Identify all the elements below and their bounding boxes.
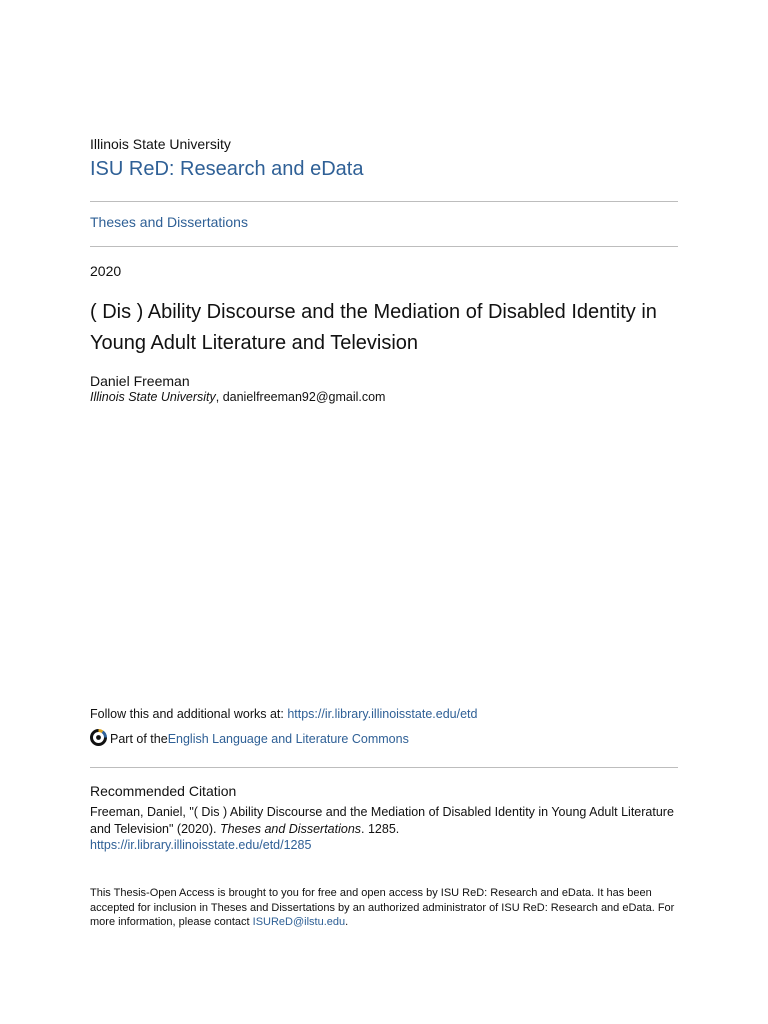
access-notice xyxy=(90,886,678,930)
commons-link[interactable]: English Language and Literature Commons xyxy=(167,731,409,746)
affiliation-separator: , xyxy=(215,390,223,404)
citation-number: . 1285. xyxy=(361,822,400,836)
collection-link[interactable]: Theses and Dissertations xyxy=(90,214,248,230)
citation-series: Theses and Dissertations xyxy=(219,822,362,836)
divider xyxy=(90,246,678,247)
work-title: ( Dis ) Ability Discourse and the Mediation of Disabled Identity in Young Adult Literature and Television xyxy=(90,301,657,354)
author-email: danielfreeman92@gmail.com xyxy=(222,390,386,404)
divider xyxy=(90,767,678,768)
repository-link[interactable]: ISU ReD: Research and eData xyxy=(90,158,364,180)
author-name: Daniel Freeman xyxy=(90,373,190,389)
divider xyxy=(90,201,678,202)
publication-year: 2020 xyxy=(90,263,122,279)
author-affiliation xyxy=(90,390,385,404)
follow-url-link[interactable]: https://ir.library.illinoisstate.edu/etd xyxy=(287,707,478,721)
follow-line xyxy=(90,707,477,721)
cover-page xyxy=(90,0,678,1024)
part-of-line xyxy=(90,730,409,747)
access-notice-text: This Thesis-Open Access is brought to you for free and open access by ISU ReD: Research and eData. It has been accepted for inclusion in Theses and Dissertations by an authorized administrator of ISU ReD: Research and eData. For more information, please contact xyxy=(90,887,675,928)
citation-text xyxy=(90,804,678,838)
citation-main: Freeman, Daniel, "( Dis ) Ability Discourse and the Mediation of Disabled Identity in Young Adult Literature and Television" (2020). xyxy=(90,805,674,836)
contact-email-link[interactable]: ISUReD@ilstu.edu xyxy=(252,916,346,928)
commons-icon xyxy=(90,729,107,746)
citation-url-link[interactable]: https://ir.library.illinoisstate.edu/etd/1285 xyxy=(90,838,312,852)
institution-name: Illinois State University xyxy=(90,136,231,152)
recommended-citation-heading: Recommended Citation xyxy=(90,783,237,799)
follow-label: Follow this and additional works at: xyxy=(90,707,288,721)
access-notice-end: . xyxy=(345,916,349,928)
part-of-label: Part of the xyxy=(110,731,168,746)
affiliation-name: Illinois State University xyxy=(90,390,216,404)
